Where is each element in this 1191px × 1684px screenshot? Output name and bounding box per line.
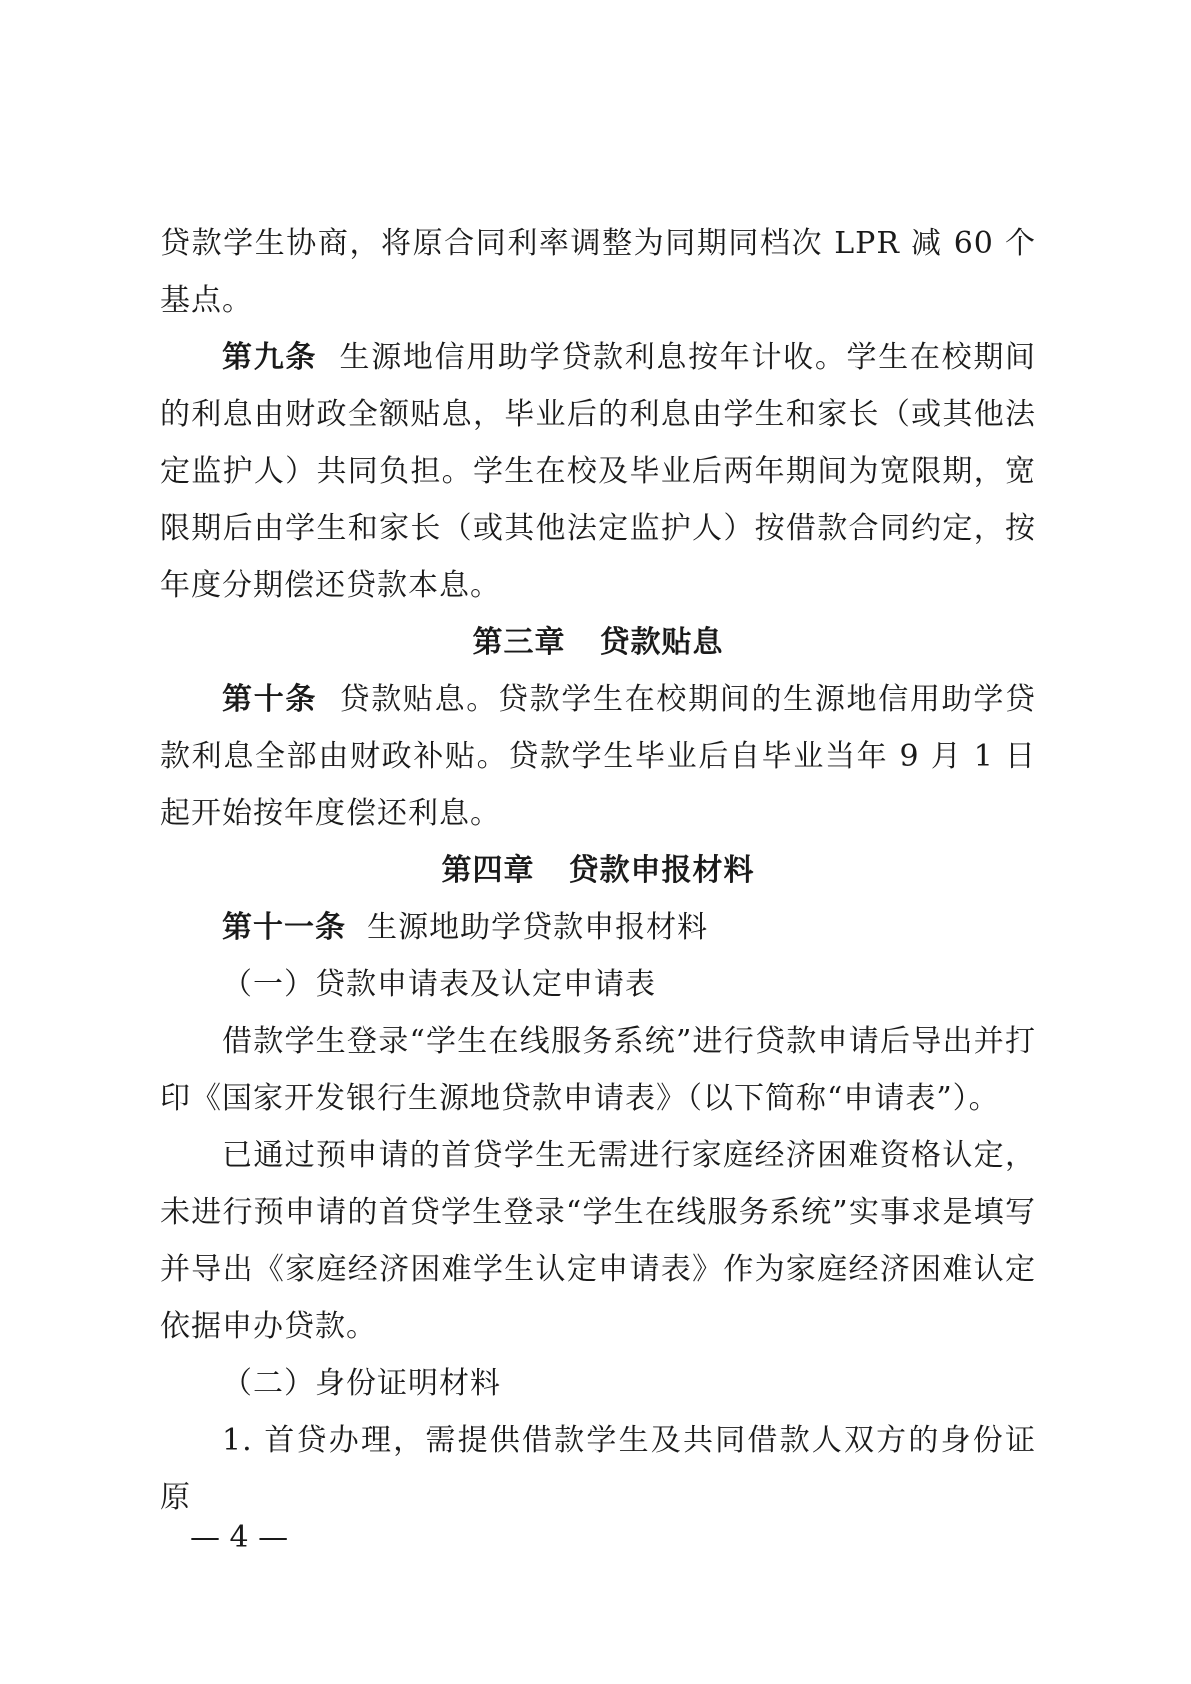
chapter-3-heading [160,614,1036,671]
document-body [160,215,1036,1526]
chapter-3-number: 第三章 [472,625,566,660]
chapter-3-title: 贷款贴息 [599,625,724,660]
article-9 [160,329,1036,614]
article-10-label: 第十条 [222,682,318,717]
item-1-paragraph-1: 借款学生登录“学生在线服务系统”进行贷款申请后导出并打印《国家开发银行生源地贷款申请表》（以下简称“申请表”）。 [160,1024,1036,1116]
paragraph-continuation: 贷款学生协商，将原合同利率调整为同期同档次 LPR 减 60 个基点。 [160,226,1036,318]
chapter-4-title: 贷款申报材料 [568,853,755,888]
article-10 [160,671,1036,842]
item-1-paragraph-2: 已通过预申请的首贷学生无需进行家庭经济困难资格认定，未进行预申请的首贷学生登录“学生在线服务系统”实事求是填写并导出《家庭经济困难学生认定申请表》作为家庭经济困难认定依据申办贷款。 [160,1138,1036,1344]
article-11-text: 生源地助学贷款申报材料 [367,910,709,945]
article-9-label: 第九条 [222,340,318,375]
item-1-heading: （一）贷款申请表及认定申请表 [222,967,656,1002]
article-9-text: 生源地信用助学贷款利息按年计收。学生在校期间的利息由财政全额贴息，毕业后的利息由学生和家长（或其他法定监护人）共同负担。学生在校及毕业后两年期间为宽限期，宽限期后由学生和家长（或其他法定监护人）按借款合同约定，按年度分期偿还贷款本息。 [160,340,1037,603]
page-number: — 4 — [190,1520,289,1555]
chapter-4-number: 第四章 [441,853,535,888]
article-10-text: 贷款贴息。贷款学生在校期间的生源地信用助学贷款利息全部由财政补贴。贷款学生毕业后自毕业当年 9 月 1 日起开始按年度偿还利息。 [160,682,1037,831]
item-2-paragraph-1: 1. 首贷办理，需提供借款学生及共同借款人双方的身份证原 [160,1423,1036,1515]
item-2-heading: （二）身份证明材料 [222,1366,501,1401]
article-11-label: 第十一条 [222,910,346,945]
article-11 [160,899,1036,956]
chapter-4-heading [160,842,1036,899]
